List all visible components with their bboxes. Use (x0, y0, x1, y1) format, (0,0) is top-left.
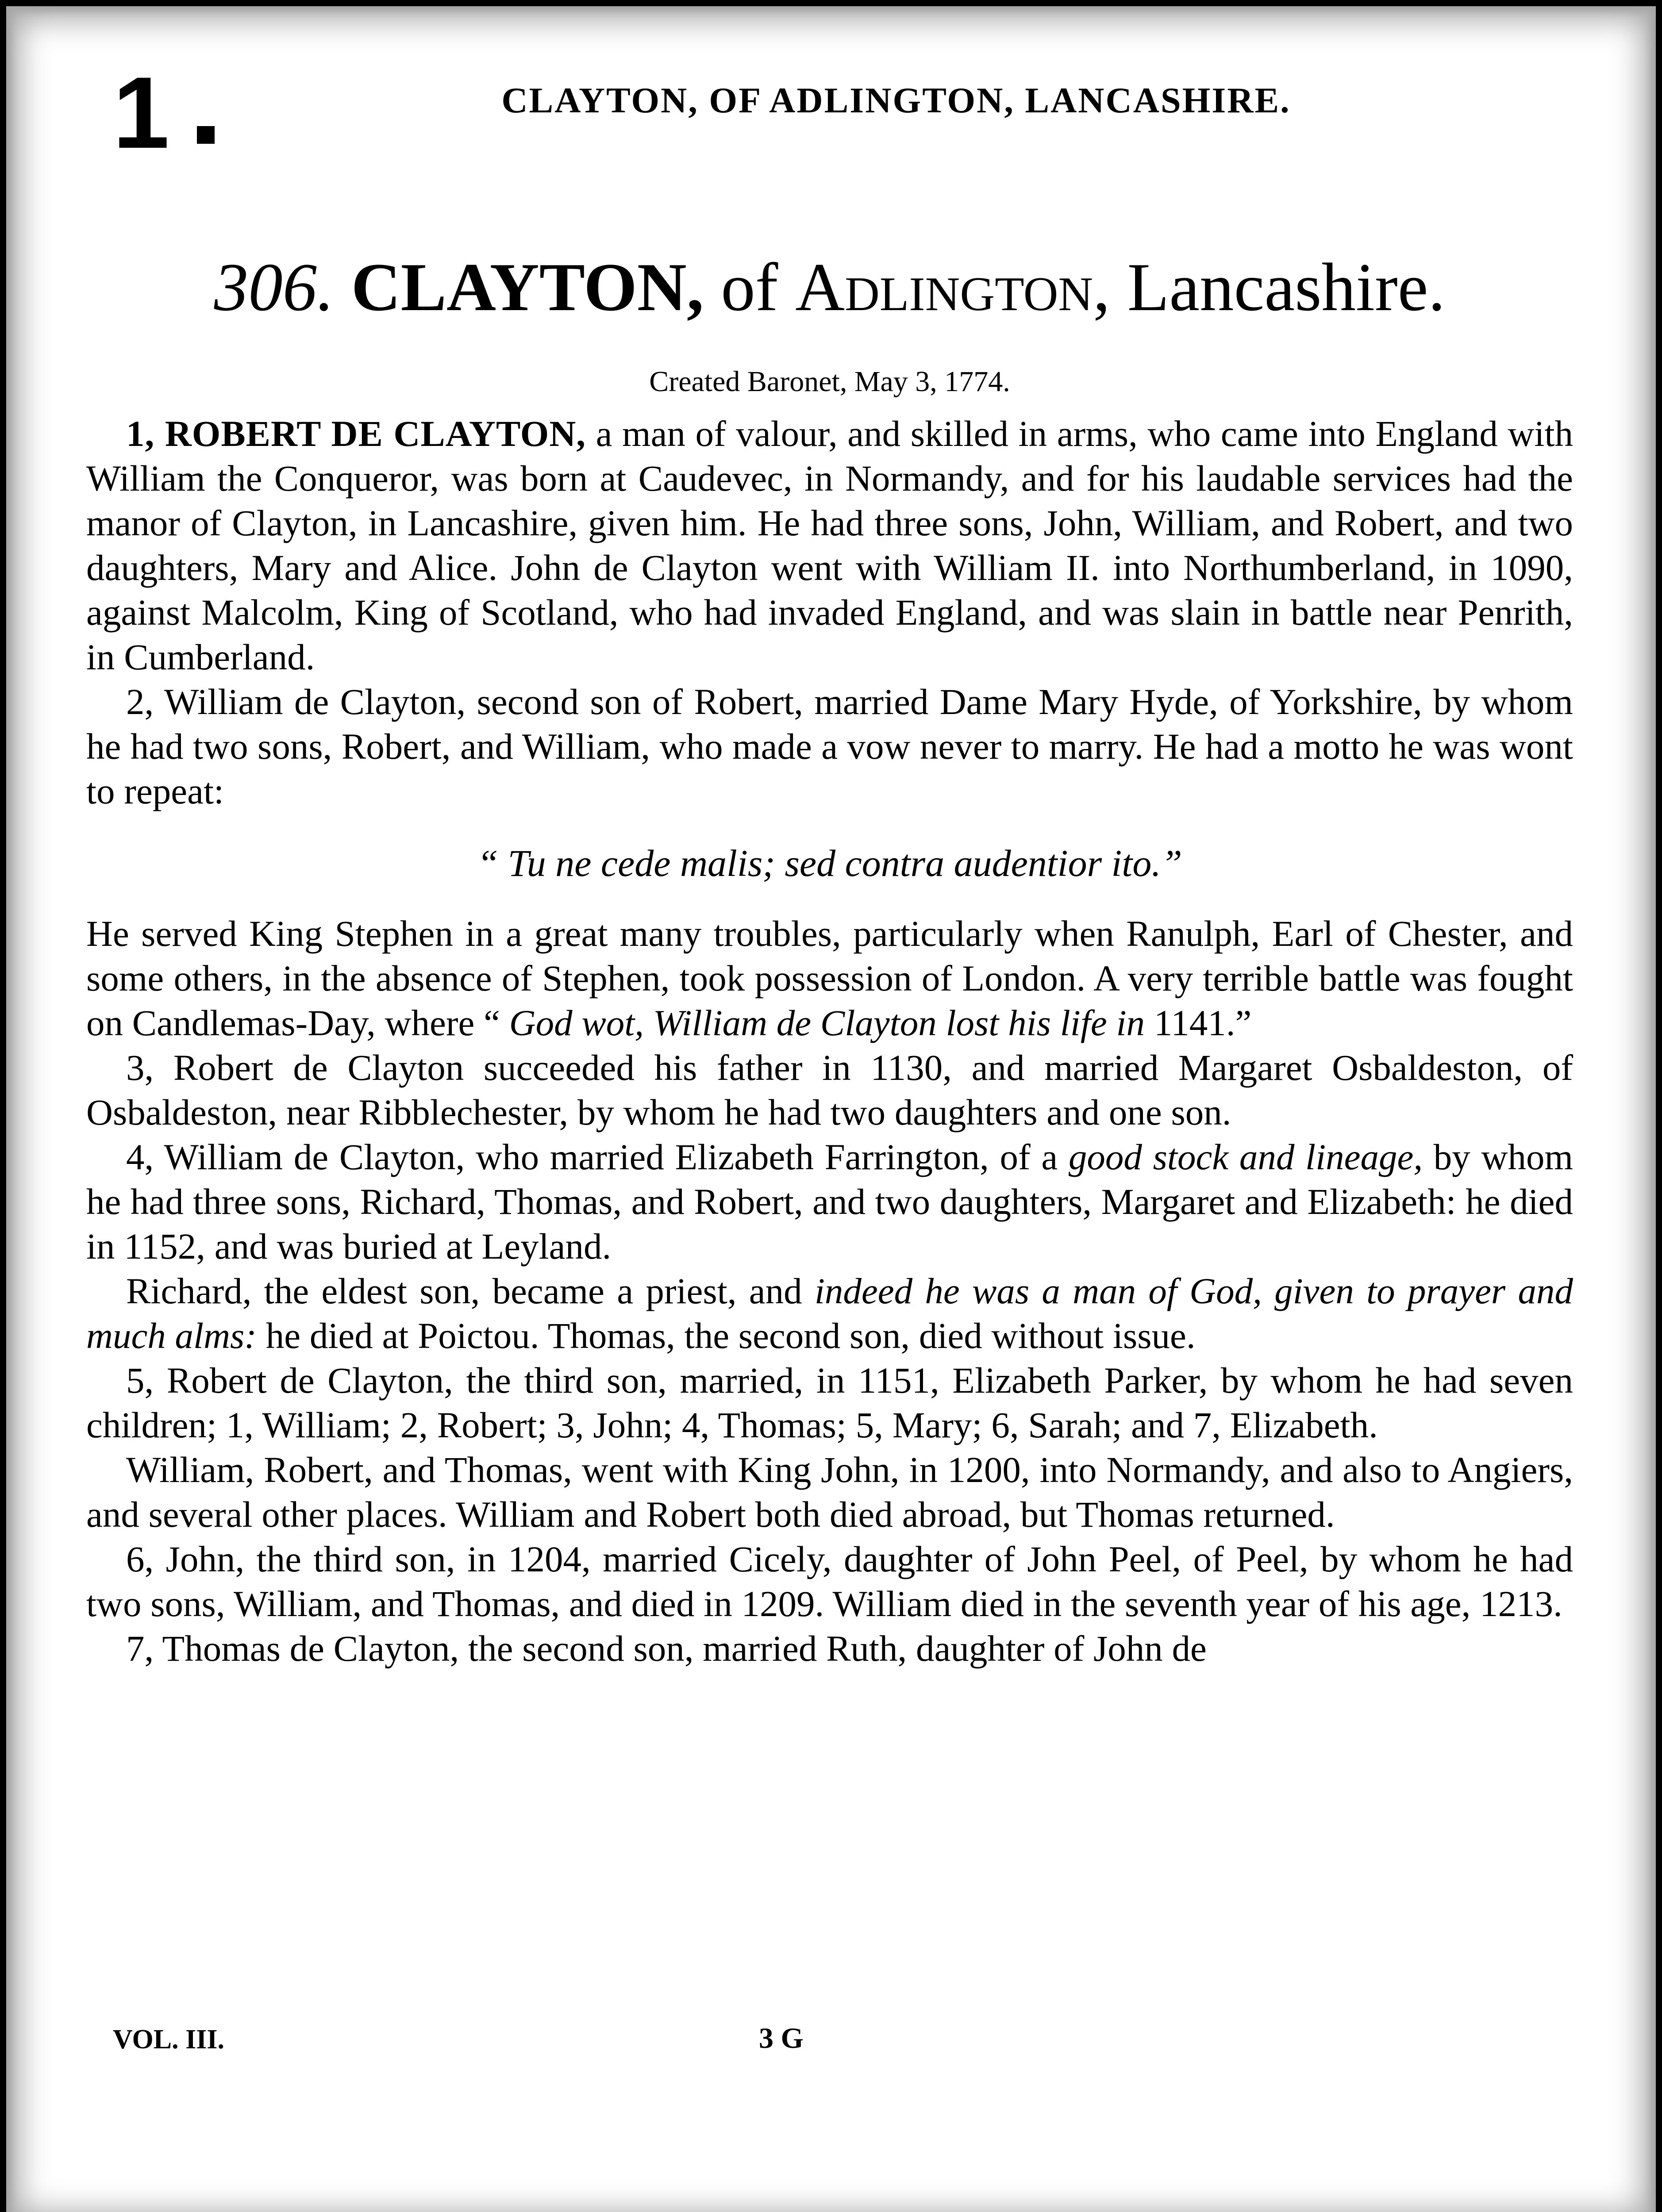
body-text (86, 411, 1573, 1671)
footer-signature: 3 G (759, 2022, 804, 2055)
paragraph-5: 5, Robert de Clayton, the third son, married, in 1151, Elizabeth Parker, by whom he had seven children; 1, William; 2, Robert; 3, John; 4, Thomas; 5, Mary; 6, Sarah; and 7, Elizabeth. (86, 1360, 1573, 1445)
paragraph-3: 3, Robert de Clayton succeeded his father in 1130, and married Margaret Osbaldeston, of Osbaldeston, near Ribblechester, by whom he had two daughters and one son. (86, 1047, 1573, 1133)
document-page (86, 44, 1573, 2194)
running-head: CLAYTON, OF ADLINGTON, LANCASHIRE. (501, 80, 1291, 120)
page-number-dot (197, 126, 215, 144)
paragraph-2-continued-italic: God wot, William de Clayton lost his life in (509, 1002, 1145, 1043)
paragraph-7: 7, Thomas de Clayton, the second son, married Ruth, daughter of John de (126, 1628, 1207, 1669)
paragraph-king-john: William, Robert, and Thomas, went with King John, in 1200, into Normandy, and also to Angiers, and several other places. William and Robert both died abroad, but Thomas returned. (86, 1449, 1573, 1535)
entry-number: 306. (214, 249, 334, 325)
entry-surname: CLAYTON, (351, 249, 704, 325)
paragraph-2-continued-end: 1141.” (1145, 1002, 1252, 1043)
paragraph-2-continued (86, 911, 1573, 1045)
entry-of: of (721, 249, 778, 325)
page-number: 1 (113, 56, 169, 169)
paragraph-4 (86, 1135, 1573, 1269)
paragraph-2-continued-text: He served King Stephen in a great many troubles, particularly when Ranulph, Earl of Chester, and some others, in the absence of Stephen, took possession of London. A very terrible battle was fought on Candlemas-Day, where “ (86, 913, 1573, 1043)
paragraph-4-text: 4, William de Clayton, who married Elizabeth Farrington, of a (126, 1137, 1069, 1177)
motto-text: “ Tu ne cede malis; sed contra audentior ito.” (477, 842, 1182, 884)
paragraph-1 (86, 411, 1573, 680)
footer-volume: VOL. III. (113, 2024, 224, 2055)
paragraph-4-end: by whom he had three sons, Richard, Thomas, and Robert, and two daughters, Margaret and Elizabeth: he died in 1152, and was buried at Leyland. (86, 1137, 1573, 1267)
paragraph-1-name: 1, ROBERT DE CLAYTON, (126, 413, 586, 454)
paragraph-2: 2, William de Clayton, second son of Robert, married Dame Mary Hyde, of Yorkshire, by whom he had two sons, Robert, and William, who made a vow never to marry. He had a motto he was wont to repeat: (86, 681, 1573, 811)
paragraph-6: 6, John, the third son, in 1204, married Cicely, daughter of John Peel, of Peel, by whom he had two sons, William, and Thomas, and died in 1209. William died in the seventh year of his age, 1213. (86, 1539, 1573, 1624)
paragraph-richard-end: he died at Poictou. Thomas, the second son, died without issue. (256, 1315, 1196, 1356)
entry-place: Adlington, (795, 249, 1110, 325)
motto (86, 841, 1573, 886)
paragraph-4-italic: good stock and lineage, (1068, 1137, 1423, 1177)
paragraph-1-text: a man of valour, and skilled in arms, who came into England with William the Conqueror, was born at Caudevec, in Normandy, and for his laudable services had the manor of Clayton, in Lancashire, given him. He had three sons, John, William, and Robert, and two daughters, Mary and Alice. John de Clayton went with William II. into Northumberland, in 1090, against Malcolm, King of Scotland, who had invaded England, and was slain in battle near Penrith, in Cumberland. (86, 413, 1574, 677)
paragraph-richard-text: Richard, the eldest son, became a priest, and (126, 1271, 815, 1311)
entry-heading (131, 248, 1529, 327)
paragraph-richard (86, 1269, 1573, 1358)
paragraph-richard-italic: indeed he was a man of God, given to prayer and much alms: (86, 1271, 1573, 1356)
entry-county: Lancashire. (1127, 249, 1446, 325)
creation-date: Created Baronet, May 3, 1774. (649, 365, 1010, 398)
